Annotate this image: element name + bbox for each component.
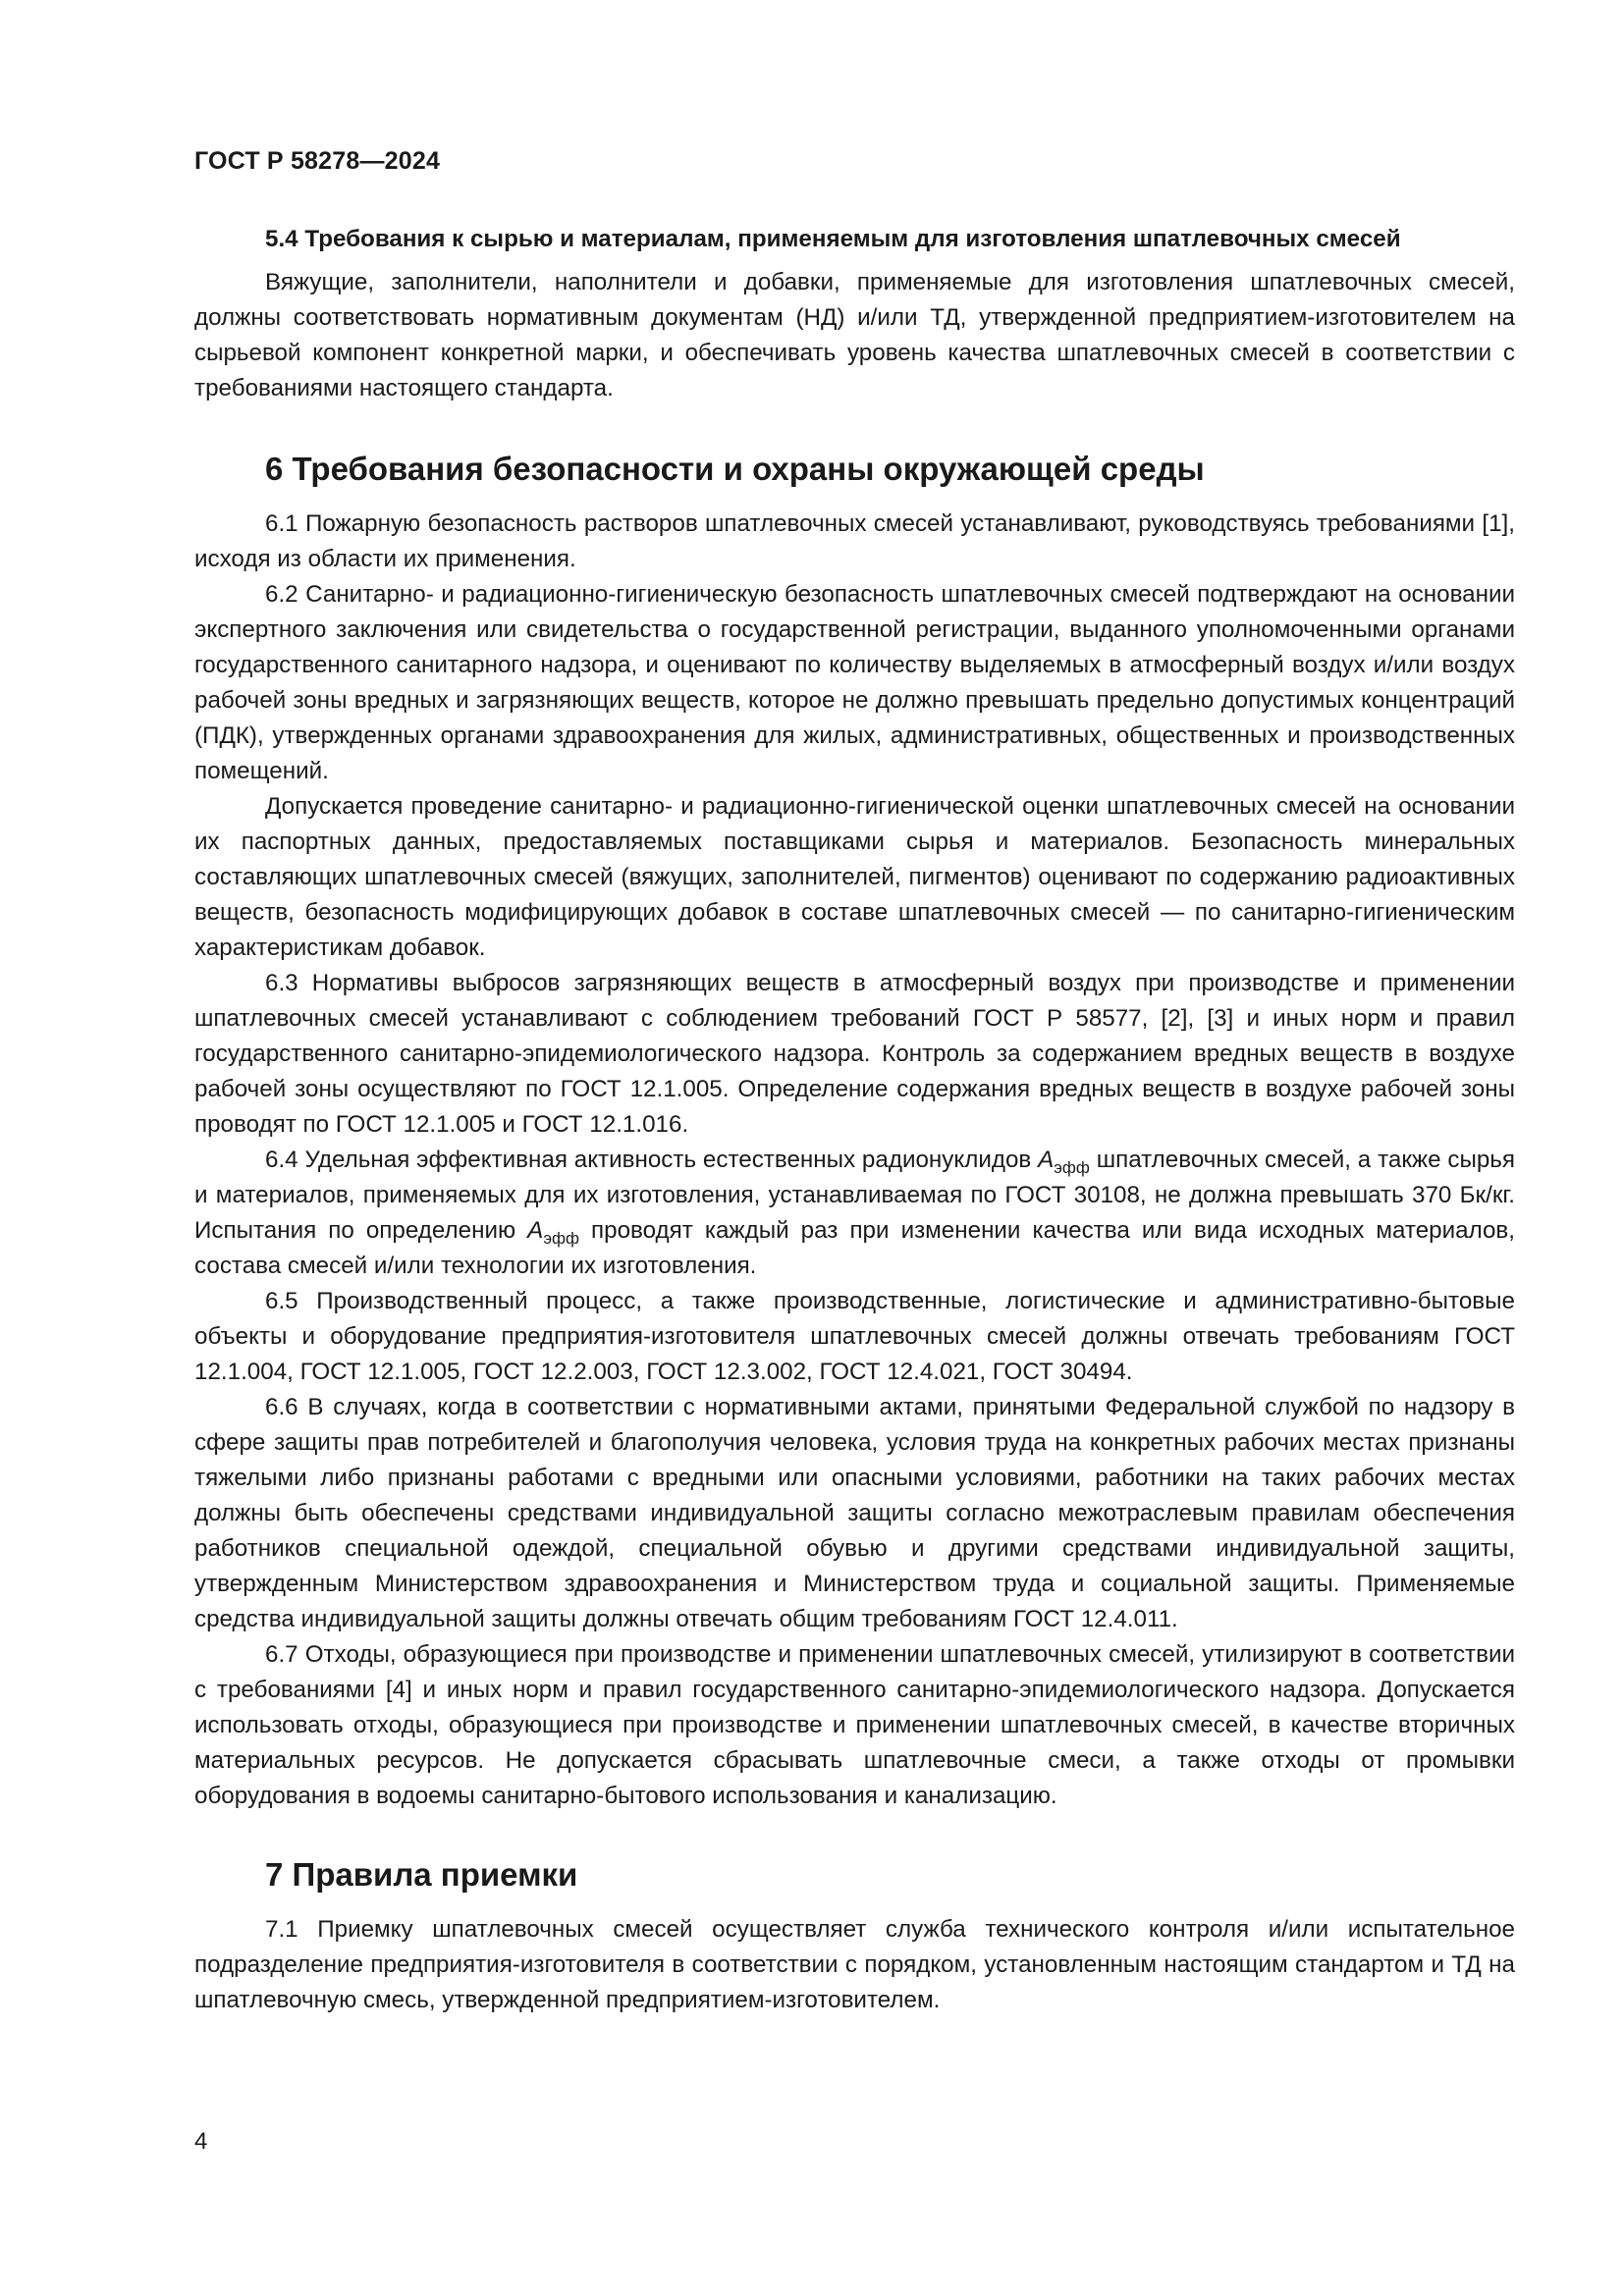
- paragraph-6-7: 6.7 Отходы, образующиеся при производстве и применении шпатлевочных смесей, утилизируют в соответствии с требованиями [4] и иных норм и правил государственного санитарно-эпидемиологического надзора. Допускается использовать отходы, образующиеся при производстве и применении шпатлевочных смесей, в качестве вторичных материальных ресурсов. Не допускается сбрасывать шпатлевочные смеси, а также отходы от промывки оборудования в водоемы санитарно-бытового использования и канализацию.: [194, 1641, 1515, 1809]
- subsection-5-4-title: 5.4 Требования к сырью и материалам, применяемым для изготовления шпатлевочных смесей: [265, 226, 1401, 252]
- section-6-title: 6 Требования безопасности и охраны окружающей среды: [265, 451, 1205, 487]
- paragraph-6-2-continued: Допускается проведение санитарно- и радиационно-гигиенической оценки шпатлевочных смесей на основании их паспортных данных, предоставляемых поставщиками сырья и материалов. Безопасность минеральных составляющих шпатлевочных смесей (вяжущих, заполнителей, пигментов) оценивают по содержанию радиоактивных веществ, безопасность модифицирующих добавок в составе шпатлевочных смесей — по санитарно-гигиеническим характеристикам добавок.: [194, 793, 1515, 961]
- paragraph-6-6: 6.6 В случаях, когда в соответствии с нормативными актами, принятыми Федеральной службой по надзору в сфере защиты прав потребителей и благополучия человека, условия труда на конкретных рабочих местах признаны тяжелыми либо признаны работами с вредными или опасными условиями, работники на таких рабочих местах должны быть обеспечены средствами индивидуальной защиты согласно межотраслевым правилам обеспечения работников специальной одеждой, специальной обувью и другими средствами индивидуальной защиты, утвержденным Министерством здравоохранения и Министерством труда и социальной защиты. Применяемые средства индивидуальной защиты должны отвечать общим требованиям ГОСТ 12.4.011.: [194, 1394, 1515, 1632]
- paragraph-7-1: 7.1 Приемку шпатлевочных смесей осуществляет служба технического контроля и/или испытательное подразделение предприятия-изготовителя в соответствии с порядком, установленным настоящим стандартом и ТД на шпатлевочную смесь, утвержденной предприятием-изготовителем.: [194, 1916, 1515, 2013]
- activity-symbol: A: [527, 1217, 544, 1244]
- paragraph-6-3: 6.3 Нормативы выбросов загрязняющих веществ в атмосферный воздух при производстве и применении шпатлевочных смесей устанавливают с соблюдением требований ГОСТ Р 58577, [2], [3] и иных норм и правил государственного санитарно-эпидемиологического надзора. Контроль за содержанием вредных веществ в воздухе рабочей зоны осуществляют по ГОСТ 12.1.005. Определение содержания вредных веществ в воздухе рабочей зоны проводят по ГОСТ 12.1.005 и ГОСТ 12.1.016.: [194, 970, 1515, 1138]
- page-number: 4: [194, 2128, 208, 2155]
- activity-symbol: A: [1038, 1147, 1055, 1173]
- standard-header: ГОСТ Р 58278—2024: [194, 147, 441, 175]
- paragraph-5-4: Вяжущие, заполнители, наполнители и добавки, применяемые для изготовления шпатлевочных смесей, должны соответствовать нормативным документам (НД) и/или ТД, утвержденной предприятием-изготовителем на сырьевой компонент конкретной марки, и обеспечивать уровень качества шпатлевочных смесей в соответствии с требованиями настоящего стандарта.: [194, 269, 1515, 401]
- paragraph-6-2: 6.2 Санитарно- и радиационно-гигиеническую безопасность шпатлевочных смесей подтверждают на основании экспертного заключения или свидетельства о государственной регистрации, выданного уполномоченными органами государственного санитарного надзора, и оценивают по количеству выделяемых в атмосферный воздух и/или воздух рабочей зоны вредных и загрязняющих веществ, которое не должно превышать предельно допустимых концентраций (ПДК), утвержденных органами здравоохранения для жилых, административных, общественных и производственных помещений.: [194, 581, 1515, 784]
- paragraph-6-4: 6.4 Удельная эффективная активность естественных радионуклидов $A_{эфф}$ шпатлевочных смесей, а также сырья и материалов, применяемых для их изготовления, устанавливаемая по ГОСТ 30108, не должна превышать 370 Бк/кг. Испытания по определению $A_{эфф}$ проводят каждый раз при изменении качества или вида исходных материалов, состава смесей и/или технологии их изготовления.: [194, 1147, 1515, 1279]
- page-content: [194, 222, 1515, 2018]
- activity-subscript: эфф: [1054, 1158, 1090, 1177]
- section-7-title: 7 Правила приемки: [265, 1856, 578, 1893]
- paragraph-6-5: 6.5 Производственный процесс, а также производственные, логистические и административно-бытовые объекты и оборудование предприятия-изготовителя шпатлевочных смесей должны отвечать требованиям ГОСТ 12.1.004, ГОСТ 12.1.005, ГОСТ 12.2.003, ГОСТ 12.3.002, ГОСТ 12.4.021, ГОСТ 30494.: [194, 1288, 1515, 1385]
- paragraph-6-1: 6.1 Пожарную безопасность растворов шпатлевочных смесей устанавливают, руководствуясь требованиями [1], исходя из области их применения.: [194, 510, 1515, 572]
- activity-subscript: эфф: [543, 1229, 579, 1248]
